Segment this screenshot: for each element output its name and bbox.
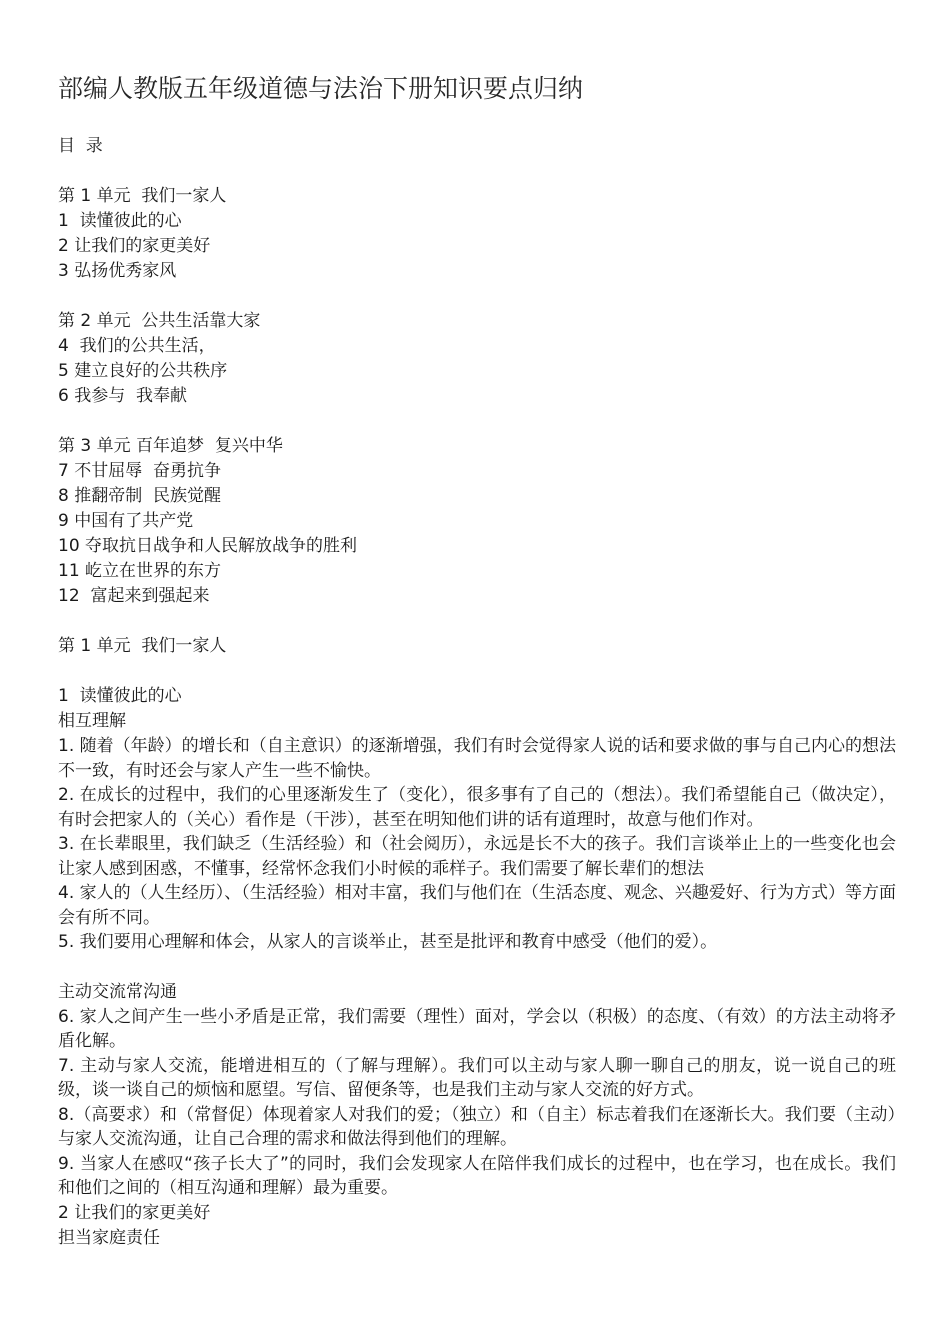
toc-item: 5 建立良好的公共秩序 [58,361,228,381]
knowledge-point: 4. 家人的（人生经历）、（生活经验）相对丰富，我们与他们在（生活态度、观念、兴趣爱好、行为方式）等方面会有所不同。 [58,883,896,928]
lesson-title: 1 读懂彼此的心 [58,686,182,706]
knowledge-point: 6. 家人之间产生一些小矛盾是正常，我们需要（理性）面对，学会以（积极）的态度、（有效）的方法主动将矛盾化解。 [58,1006,896,1051]
toc-unit-2 [58,309,896,409]
document-title: 部编人教版五年级道德与法治下册知识要点归纳 [58,74,584,103]
toc-item: 1 读懂彼此的心 [58,211,182,231]
document-page [58,70,896,1251]
knowledge-point: 9. 当家人在感叹“孩子长大了”的同时，我们会发现家人在陪伴我们成长的过程中，也在学习，也在成长。我们和他们之间的（相互沟通和理解）最为重要。 [58,1153,896,1198]
knowledge-point: 8.（高要求）和（常督促）体现着家人对我们的爱；（独立）和（自主）标志着我们在逐渐长大。我们要（主动）与家人交流沟通，让自己合理的需求和做法得到他们的理解。 [58,1104,896,1149]
toc-item: 9 中国有了共产党 [58,511,194,531]
knowledge-point: 2. 在成长的过程中，我们的心里逐渐发生了（变化），很多事有了自己的（想法）。我们希望能自己（做决定），有时会把家人的（关心）看作是（干涉），甚至在明知他们讲的话有道理时，故意与他们作对。 [58,785,896,830]
toc-item: 11 屹立在世界的东方 [58,561,222,581]
toc-item: 6 我参与 我奉献 [58,386,188,406]
section-title: 担当家庭责任 [58,1227,160,1248]
toc-item: 10 夺取抗日战争和人民解放战争的胜利 [58,536,358,556]
section-title: 相互理解 [58,711,126,731]
toc-heading: 目 录 [58,136,103,156]
toc-item: 4 我们的公共生活， [58,336,216,356]
toc-unit-1 [58,184,896,284]
knowledge-point: 1. 随着（年龄）的增长和（自主意识）的逐渐增强，我们有时会觉得家人说的话和要求做的事与自己内心的想法不一致，有时还会与家人产生一些不愉快。 [58,736,896,781]
toc-item: 7 不甘屈辱 奋勇抗争 [58,461,222,481]
toc-item: 2 让我们的家更美好 [58,236,211,256]
toc-item: 3 弘扬优秀家风 [58,261,177,281]
toc-item: 12 富起来到强起来 [58,586,210,606]
knowledge-point: 5. 我们要用心理解和体会，从家人的言谈举止，甚至是批评和教育中感受（他们的爱）。 [58,932,718,952]
toc-item: 8 推翻帝制 民族觉醒 [58,486,222,506]
section-title: 主动交流常沟通 [58,981,177,1002]
toc-unit-3 [58,434,896,609]
knowledge-point: 7. 主动与家人交流，能增进相互的（了解与理解）。我们可以主动与家人聊一聊自己的朋友，说一说自己的班级，谈一谈自己的烦恼和愿望。写信、留便条等，也是我们主动与家人交流的好方式。 [58,1055,896,1100]
toc-unit-title: 第 1 单元 我们一家人 [58,186,227,206]
lesson-title: 2 让我们的家更美好 [58,1202,211,1223]
knowledge-point: 3. 在长辈眼里，我们缺乏（生活经验）和（社会阅历），永远是长不大的孩子。我们言谈举止上的一些变化也会让家人感到困惑，不懂事，经常怀念我们小时候的乖样子。我们需要了解长辈们的想法 [58,834,896,879]
toc-unit-title: 第 3 单元 百年追梦 复兴中华 [58,436,283,456]
toc-unit-title: 第 2 单元 公共生活靠大家 [58,311,261,331]
unit-heading: 第 1 单元 我们一家人 [58,636,227,656]
